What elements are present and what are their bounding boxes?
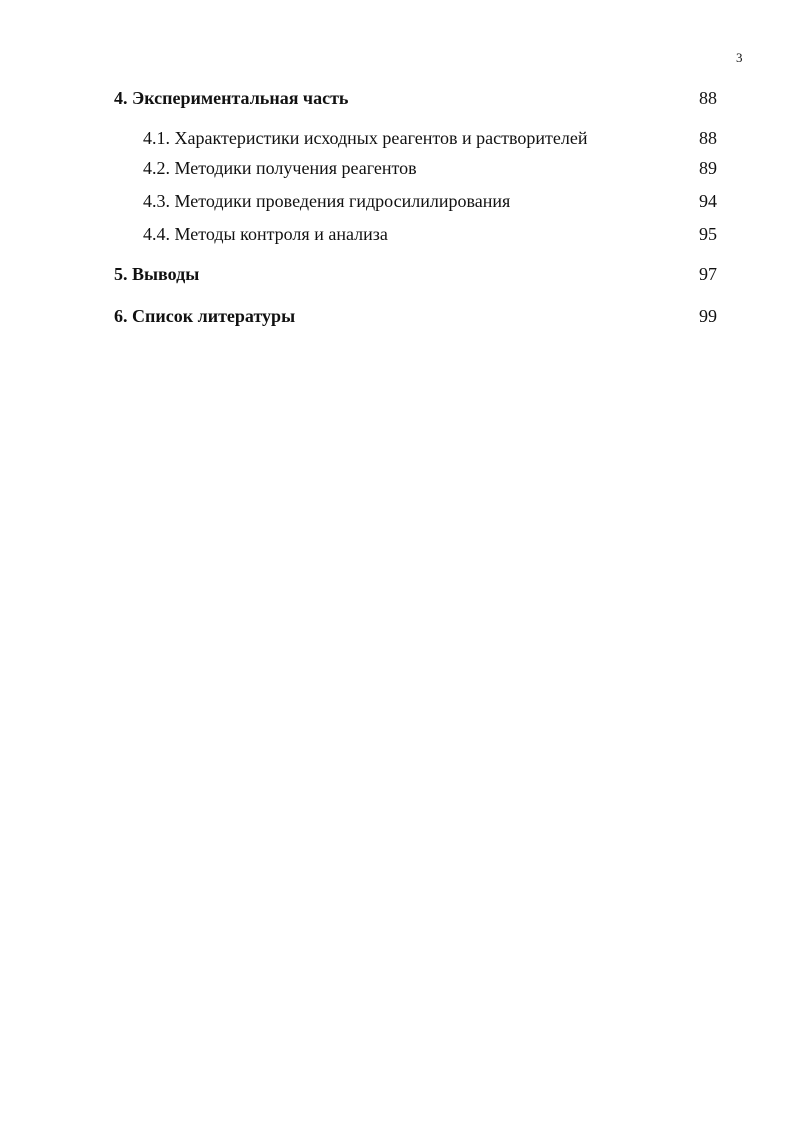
toc-entry-page: 89 <box>699 158 717 178</box>
toc-entry-page: 95 <box>699 224 717 244</box>
toc-entry-page: 88 <box>699 128 717 148</box>
toc-entry-title: 4.2. Методики получения реагентов <box>143 158 417 178</box>
toc-entry-title: 5. Выводы <box>114 264 200 284</box>
toc-entry-page: 99 <box>699 306 717 326</box>
toc-entry-title: 4.3. Методики проведения гидросилилирования <box>143 191 511 211</box>
toc-entry-section-4-2 <box>0 156 793 180</box>
toc-entry-title: 4.4. Методы контроля и анализа <box>143 224 388 244</box>
page-number: 3 <box>736 50 743 65</box>
toc-entry-page: 94 <box>699 191 717 211</box>
toc-entry-title: 4.1. Характеристики исходных реагентов и растворителей <box>143 128 588 148</box>
toc-entry-section-4-1 <box>0 126 793 150</box>
toc-entry-section-4 <box>0 86 793 110</box>
toc-entry-section-6 <box>0 304 793 328</box>
toc-entry-page: 88 <box>699 88 717 108</box>
toc-entry-section-4-3 <box>0 189 793 213</box>
toc-entry-section-4-4 <box>0 222 793 246</box>
toc-entry-section-5 <box>0 262 793 286</box>
toc-entry-page: 97 <box>699 264 717 284</box>
toc-entry-title: 4. Экспериментальная часть <box>114 88 349 108</box>
toc-entry-title: 6. Список литературы <box>114 306 296 326</box>
